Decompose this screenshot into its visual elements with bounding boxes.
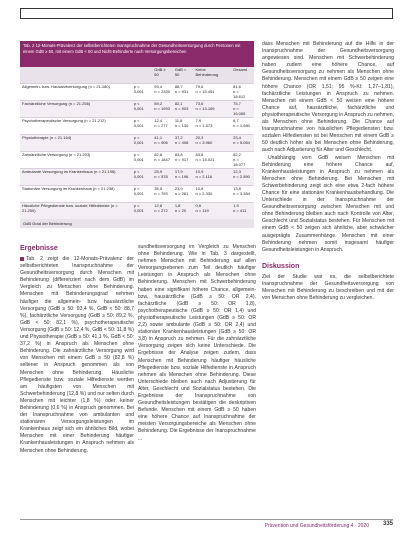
percent-value: 23,9: [174, 186, 183, 191]
value-cell: [152, 186, 173, 203]
journal-name: Prävention und Gesundheitsförderung 4 · 2020: [264, 523, 369, 529]
table-row: [20, 169, 254, 186]
percent-value: 75,7: [233, 101, 241, 106]
header-cell: Gesamt: [231, 67, 254, 84]
percent-value: 8,7: [233, 118, 239, 123]
count-value: n = 2330: [154, 89, 170, 94]
p-value: p < 0,001: [132, 84, 153, 101]
value-cell: [152, 152, 173, 169]
value-cell: [152, 203, 173, 220]
percent-value: 89,2: [154, 101, 163, 106]
value-cell: [173, 152, 194, 169]
value-cell: [173, 203, 194, 220]
count-value: n = 903: [174, 106, 189, 111]
value-cell: [231, 135, 254, 152]
table-header-row: [20, 67, 254, 84]
count-value: n = 3.960: [195, 140, 213, 145]
percent-value: 0,6: [195, 203, 202, 208]
header-cell: [132, 67, 153, 84]
percent-value: 1,9: [233, 203, 239, 208]
count-value: n = 793: [154, 191, 168, 196]
count-value: n = 578: [154, 174, 168, 179]
page-footer: [20, 519, 393, 532]
percent-value: 82,2: [233, 152, 241, 157]
count-value: n = 18.077: [233, 157, 246, 167]
table-row: [20, 186, 254, 203]
row-label: Häusliche Pflegedienste bzw. soziale Hilfedienste (n = 21.250): [20, 203, 132, 220]
percent-value: 81,6: [233, 84, 241, 89]
value-cell: [152, 101, 173, 118]
value-cell: [152, 169, 173, 186]
count-value: n = 1847: [154, 157, 170, 162]
percent-value: 35,5: [154, 186, 163, 191]
value-cell: [231, 203, 254, 220]
value-cell: [173, 186, 194, 203]
table-row: [20, 135, 254, 152]
percent-value: 25,9: [154, 169, 163, 174]
row-label: Physiotherapie (n = 21.164): [20, 135, 132, 152]
row-label: Allgemein- bzw. Hausarztversorgung (n = 21.180): [20, 84, 132, 101]
percent-value: 11,8: [174, 118, 183, 123]
percent-value: 10,8: [195, 186, 204, 191]
value-cell: [194, 203, 232, 220]
percent-value: 82,8: [154, 152, 163, 157]
results-paragraph: Tab. 2 zeigt die 12-Monats-Prävalenz der selbstberichteten Inanspruchnahme der Gesundheitsversorgung durch Menschen mit Behinderung (differenziert nach dem GdB) im Vergleich zu Menschen ohne Behinderung. Menschen mit Behinderungsgrad nehmen häufiger die allgemein- bzw. hausärztliche Versorgung (GdB ≥ 50: 93,4 %, GdB < 50: 88,7 %), fachärztliche Versorgung (GdB ≥ 50: 89,2 %, GdB < 50: 82,1 %), psychotherapeutische Versorgung (GdB ≥ 50: 12,4 %, GdB < 50: 11,8 %) und Physiotherapie (GdB ≥ 50: 41,1 %, GdB < 50: 37,2 %) in Anspruch als Menschen ohne Behinderung. Die zahnärztliche Versorgung wird von Menschen mit einem GdB ≥ 50 (82,8 %) seltener in Anspruch genommen als von Menschen ohne Behinderung. Häusliche Pflegedienste bzw. soziale Hilfedienste werden am häufigsten von Menschen mit Schwerbehinderung (12,8 %) und nur selten durch Menschen mit leichter (1,8 %) oder keiner Behinderung (0,6 %) in Anspruch genommen. Bei der Inanspruchnahme von ambulanten und stationären Versorgungsleistungen im Krankenhaus zeigt sich ein ähnliches Bild, wobei Menschen mit einer Behinderung häufiger Krankenhausleistungen in Anspruch nehmen als Menschen ohne Behinderung.: [20, 256, 134, 454]
percent-value: 12,4: [154, 118, 163, 123]
count-value: n = 411: [233, 208, 247, 213]
count-value: n = 261: [174, 191, 189, 196]
p-value: p < 0,001: [132, 152, 153, 169]
column-2: [138, 244, 256, 443]
count-value: n = 2.890: [233, 174, 250, 179]
count-value: n = 906: [154, 140, 168, 145]
count-value: n = 13.169: [195, 106, 215, 111]
percent-value: 1,8: [174, 203, 181, 208]
percent-value: 12,8: [154, 203, 163, 208]
count-value: n = 196: [174, 174, 189, 179]
value-cell: [194, 186, 232, 203]
count-value: n = 130: [174, 123, 189, 128]
p-value: p < 0,001: [132, 101, 153, 118]
percent-value: 93,4: [154, 84, 163, 89]
header-cell: GdB ≥ 50: [152, 67, 173, 84]
column-3: [262, 41, 394, 302]
percent-value: 20,3: [195, 135, 204, 140]
value-cell: [194, 118, 232, 135]
count-value: n = 277: [154, 123, 168, 128]
count-value: n = 1.573: [195, 123, 213, 128]
count-value: n = 18.612: [233, 89, 246, 99]
row-label: Ambulante Versorgung im Krankenhaus (n = 21.196): [20, 169, 132, 186]
value-cell: [194, 84, 232, 101]
header-bar: [20, 8, 393, 19]
count-value: n = 408: [174, 140, 189, 145]
count-value: n = 272: [154, 208, 168, 213]
body-paragraph: Ziel der Studie war es, die selbstberichtete Inanspruchnahme der Gesundheitsversorgung von Menschen mit Behinderung zu beschreiben und mit der von Menschen ohne Behinderung zu vergleichen.: [262, 273, 394, 302]
value-cell: [194, 152, 232, 169]
count-value: n = 917: [174, 157, 189, 162]
p-value: p < 0,001: [132, 118, 153, 135]
count-value: n = 20: [174, 208, 187, 213]
percent-value: 7,9: [195, 118, 202, 123]
table-ref-marker: [20, 257, 24, 261]
table-row: [20, 203, 254, 220]
table-row: [20, 118, 254, 135]
count-value: n = 15.451: [195, 89, 215, 94]
value-cell: [231, 84, 254, 101]
value-cell: [231, 118, 254, 135]
value-cell: [152, 84, 173, 101]
percent-value: 17,9: [174, 169, 183, 174]
page-number: 335: [382, 521, 393, 527]
percent-value: 82,1: [174, 101, 183, 106]
count-value: n = 15.021: [195, 157, 215, 162]
value-cell: [194, 135, 232, 152]
section-heading-discussion: Diskussion: [262, 262, 300, 270]
value-cell: [173, 135, 194, 152]
data-table: [20, 67, 254, 219]
row-label: Zahnärztliche Versorgung (n = 21.203): [20, 152, 132, 169]
value-cell: [231, 101, 254, 118]
table-row: [20, 84, 254, 101]
header-cell: [20, 67, 132, 84]
count-value: n = 931: [174, 89, 189, 94]
p-value: p < 0,001: [132, 169, 153, 186]
percent-value: 83,8: [195, 152, 204, 157]
column-1: [20, 244, 134, 455]
row-label: Psychotherapeutische Versorgung (n = 21.212): [20, 118, 132, 135]
p-value: p < 0,001: [132, 203, 153, 220]
header-cell: Keine Behinderung: [194, 67, 232, 84]
table-2: [20, 41, 254, 231]
value-cell: [173, 84, 194, 101]
value-cell: [194, 101, 232, 118]
percent-value: 41,1: [154, 135, 163, 140]
row-label: Fachärztliche Versorgung (n = 21.256): [20, 101, 132, 118]
section-heading-results: Ergebnisse: [20, 245, 58, 252]
row-label: Stationäre Versorgung im Krankenhaus (n = 21.238): [20, 186, 132, 203]
value-cell: [152, 135, 173, 152]
percent-value: 37,2: [174, 135, 183, 140]
body-paragraph: Unabhängig vom GdB weisen Menschen mit Behinderung eine höhere Chance auf, Krankenhausleistungen in Anspruch zu nehmen als Menschen ohne Behinderung. Bei Menschen mit Schwerbehinderung zeigt sich eine etwa 2-fach höhere Chance für eine stationäre Krankenhausbehandlung. Die Unterschiede in der Inanspruchnahme der Gesundheitsversorgung zwischen Menschen mit und ohne Behinderung bleiben auch nach Kontrolle von Alter, Geschlecht und Sozialstatus bestehen. Für Menschen mit einem GdB < 50 zeigen sich ähnliche, aber schwächer ausgeprägte Zusammenhänge. Menschen mit einer Behinderung nehmen somit insgesamt häufiger Gesundheitsleistungen in Anspruch.: [262, 154, 394, 253]
value-cell: [173, 169, 194, 186]
table-row: [20, 101, 254, 118]
count-value: n = 3.384: [233, 191, 250, 196]
p-value: p < 0,001: [132, 135, 153, 152]
value-cell: [231, 186, 254, 203]
percent-value: 13,8: [233, 186, 241, 191]
count-value: n = 2.330: [195, 191, 213, 196]
body-paragraph: dass Menschen mit Behinderung auf die Hilfe in der Inanspruchnahme der Gesundheitsversorgung angewiesen sind. Menschen mit Schwerbehinderung haben zudem eine höhere Chance, auf Gesundheitsversorgung zu nehmen als Menschen ohne Behinderung. Menschen mit einem GdB ≥ 50 zeigen eine höhere Chance (OR 1,51; 95 %-KI: 1,27–1,81), fachärztliche Leistungen in Anspruch zu nehmen. Menschen mit einem GdB < 50 weisen eine höhere Chance auf, hausärztliche, fachärztliche und physiotherapeutische Versorgung in Anspruch zu nehmen, als Menschen ohne Behinderung. Die Chance auf Inanspruchnahme von häuslichen Pflegediensten bzw. sozialen Hilfediensten ist bei Menschen mit einem GdB ≥ 50 deutlich höher als bei Menschen ohne Behinderung, auch nach Adjustierung für Alter und Geschlecht.: [262, 41, 394, 154]
percent-value: 79,6: [195, 84, 204, 89]
table-row: [20, 152, 254, 169]
percent-value: 88,7: [174, 84, 183, 89]
percent-value: 83,8: [174, 152, 183, 157]
count-value: n = 1993: [154, 106, 170, 111]
count-value: n = 5.054: [233, 140, 250, 145]
count-value: n = 16.065: [233, 106, 246, 116]
header-cell: GdB < 50: [173, 67, 194, 84]
percent-value: 23,4: [233, 135, 241, 140]
count-value: n = 2.116: [195, 174, 213, 179]
percent-value: 10,9: [195, 169, 204, 174]
percent-value: 12,3: [233, 169, 241, 174]
body-paragraph: sundheitsversorgung im Vergleich zu Menschen ohne Behinderung. Wie in Tab. 3 dargestellt, nehmen Menschen mit Behinderung auf allen Versorgungsebenen zum Teil deutlich häufiger Leistungen in Anspruch als Menschen ohne Behinderung. Menschen mit Schwerbehinderung haben eine signifikant höhere Chance, allgemein- bzw. hausärztliche (GdB ≥ 50: OR 2,4), fachärztliche (GdB ≥ 50: OR 1,8), psychotherapeutische (GdB ≥ 50: OR 1,4) und physiotherapeutische Leistungen (GdB ≥ 50: OR 2,2) sowie ambulante (GdB ≥ 50: OR 2,4) und stationäre Krankenhausleistungen (GdB ≥ 50: OR 3,8) in Anspruch zu nehmen. Für die zahnärztliche Versorgung zeigen sich keine Unterschiede. Die Ergebnisse der Analyse zeigen zudem, dass Menschen mit Behinderung häufiger häusliche Pflegedienste bzw. soziale Hilfedienste in Anspruch nehmen als Menschen ohne Behinderung. Diese Unterschiede bleiben auch nach Adjustierung für Alter, Geschlecht und Sozialstatus bestehen. Die Ergebnisse der Inanspruchnahme von Gesundheitsleistungen bestätigen die deskriptiven Befunde. Menschen mit einem GdB ≥ 50 haben eine höhere Chance auf Inanspruchnahme der meisten Versorgungsbereiche als Menschen ohne Behinderung. Die Ergebnisse der Inanspruchnahme ...: [138, 244, 256, 442]
value-cell: [152, 118, 173, 135]
table-footnote: GdB Grad der Behinderung: [20, 219, 254, 228]
table-title: Tab. 2 12-Monats-Prävalenz der selbstberichteten Inanspruchnahme der Gesundheitsversorgung durch Personen mit einem GdB ≥ 50, mit einem GdB < 50 und Nicht-Behinderte nach Versorgungsbereichen: [20, 41, 254, 67]
count-value: n = 119: [195, 208, 209, 213]
value-cell: [173, 118, 194, 135]
percent-value: 73,6: [195, 101, 204, 106]
p-value: p < 0,001: [132, 186, 153, 203]
count-value: n = 1.980: [233, 123, 250, 128]
value-cell: [194, 169, 232, 186]
value-cell: [231, 169, 254, 186]
value-cell: [173, 101, 194, 118]
value-cell: [231, 152, 254, 169]
